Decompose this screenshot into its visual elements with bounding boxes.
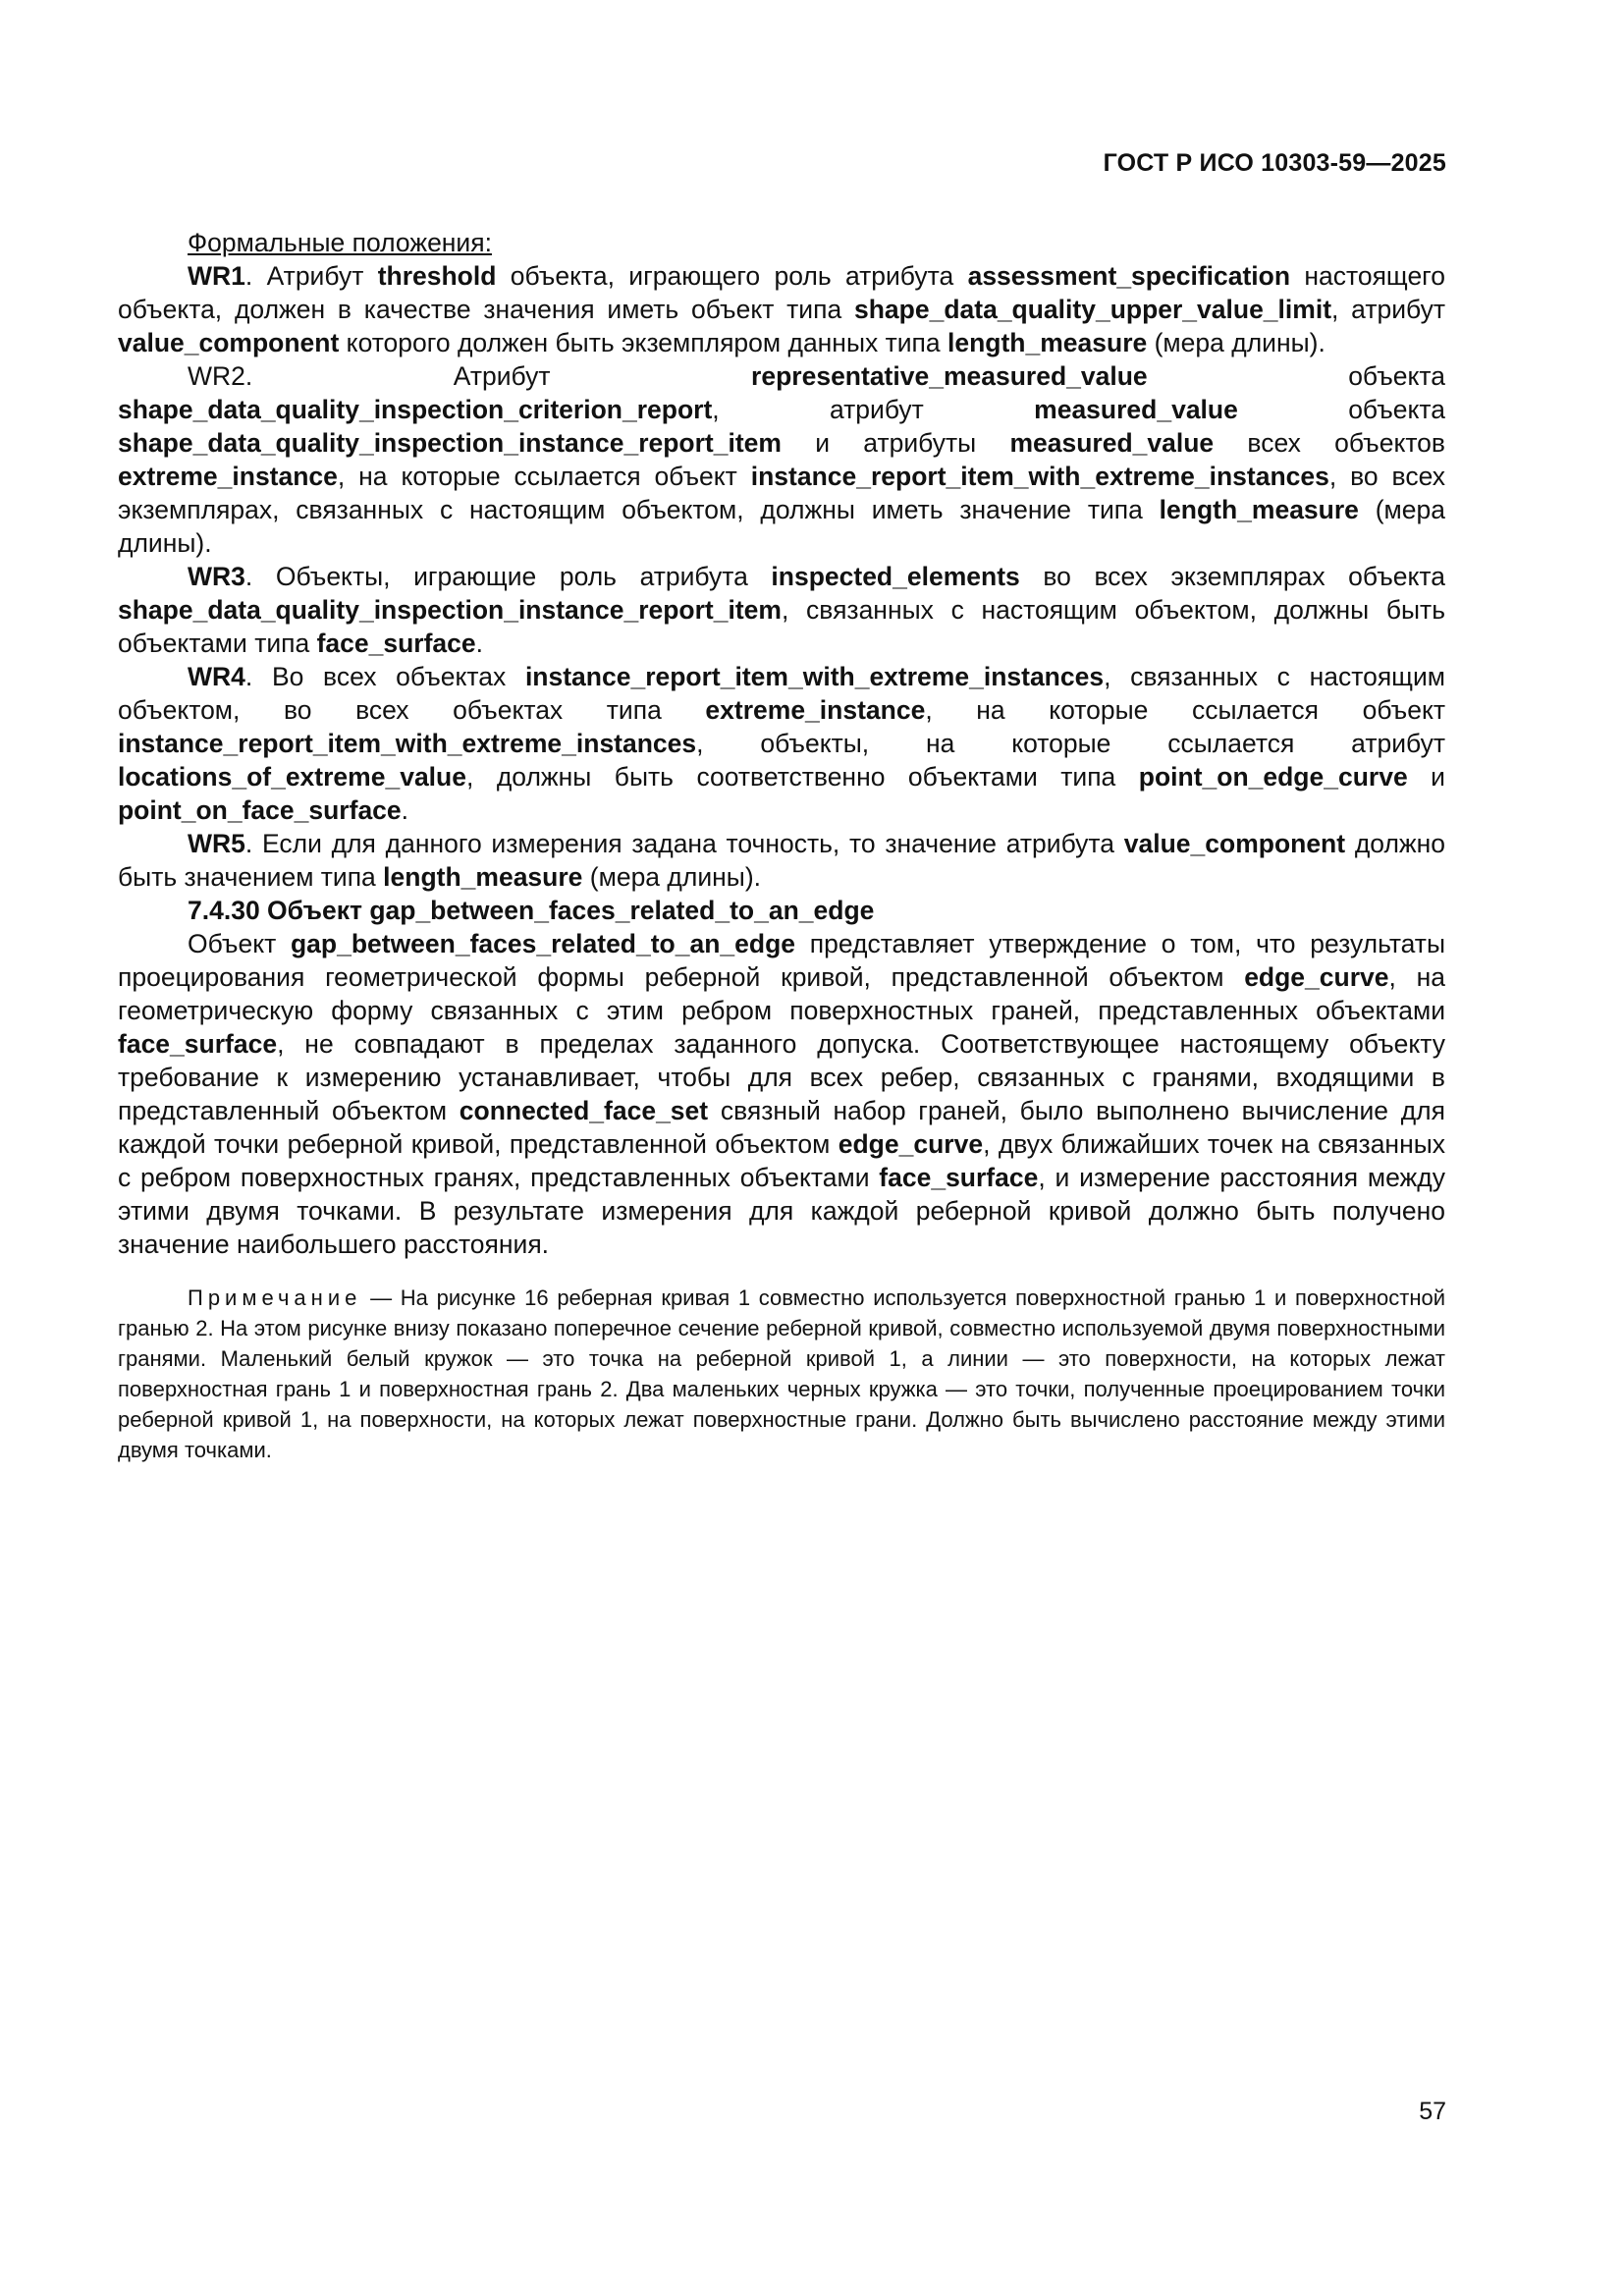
document-header: ГОСТ Р ИСО 10303-59—2025 [1103, 149, 1446, 177]
note-paragraph [118, 1283, 1445, 1465]
formal-provisions-label: Формальные положения: [188, 228, 492, 257]
note-label: Примечание [188, 1285, 362, 1310]
rule-wr5: WR5. Если для данного измерения задана точность, то значение атрибута value_component должно быть значением типа length_measure (мера длины). [118, 829, 1446, 892]
document-body [118, 226, 1445, 1465]
note-text: — На рисунке 16 реберная кривая 1 совместно используется поверхностной гранью 1 и поверхностной гранью 2. На этом рисунке внизу показано поперечное сечение реберной кривой, совместно используемой двумя поверхностными гранями. Маленький белый кружок — это точка на реберной кривой 1, а линии — это поверхности, на которых лежат поверхностная грань 1 и поверхностная грань 2. Два маленьких черных кружка — это точки, полученные проецированием точки реберной кривой 1, на поверхности, на которых лежат поверхностные грани. Должно быть вычислено расстояние между этими двумя точками. [118, 1285, 1445, 1462]
rule-wr3: WR3. Объекты, играющие роль атрибута inspected_elements во всех экземплярах объекта shape_data_quality_inspection_instance_report_item, связанных с настоящим объектом, должны быть объектами типа face_surface. [118, 562, 1445, 658]
section-heading: 7.4.30 Объект gap_between_faces_related_to_an_edge [188, 896, 875, 925]
section-paragraph: Объект gap_between_faces_related_to_an_edge представляет утверждение о том, что результаты проецирования геометрической формы реберной кривой, представленной объектом edge_curve, на геометрическую форму связанных с этим ребром поверхностных граней, представленных объектами face_surface, не совпадают в пределах заданного допуска. Соответствующее настоящему объекту требование к измерению устанавливает, чтобы для всех ребер, связанных с гранями, входящими в представленный объектом connected_face_set связный набор граней, было выполнено вычисление для каждой точки реберной кривой, представленной объектом edge_curve, двух ближайших точек на связанных с ребром поверхностных гранях, представленных объектами face_surface, и измерение расстояния между этими двумя точками. В результате измерения для каждой реберной кривой должно быть получено значение наибольшего расстояния. [118, 929, 1445, 1259]
rule-wr1: WR1. Атрибут threshold объекта, играющего роль атрибута assessment_specification настоящего объекта, должен в качестве значения иметь объект типа shape_data_quality_upper_value_limit, атрибут value_component которого должен быть экземпляром данных типа length_measure (мера длины). [118, 261, 1445, 357]
page-number: 57 [1419, 2098, 1446, 2125]
rule-wr2: WR2. Атрибут representative_measured_value объекта shape_data_quality_inspection_criterion_report, атрибут measured_value объекта shape_data_quality_inspection_instance_report_item и атрибуты measured_value всех объектов extreme_instance, на которые ссылается объект instance_report_item_with_extreme_instances, во всех экземплярах, связанных с настоящим объектом, должны иметь значение типа length_measure (мера длины). [118, 361, 1446, 558]
rule-wr4: WR4. Во всех объектах instance_report_item_with_extreme_instances, связанных с настоящим объектом, во всех объектах типа extreme_instance, на которые ссылается объект instance_report_item_with_extreme_instances, объекты, на которые ссылается атрибут locations_of_extreme_value, должны быть соответственно объектами типа point_on_edge_curve и point_on_face_surface. [118, 662, 1445, 825]
